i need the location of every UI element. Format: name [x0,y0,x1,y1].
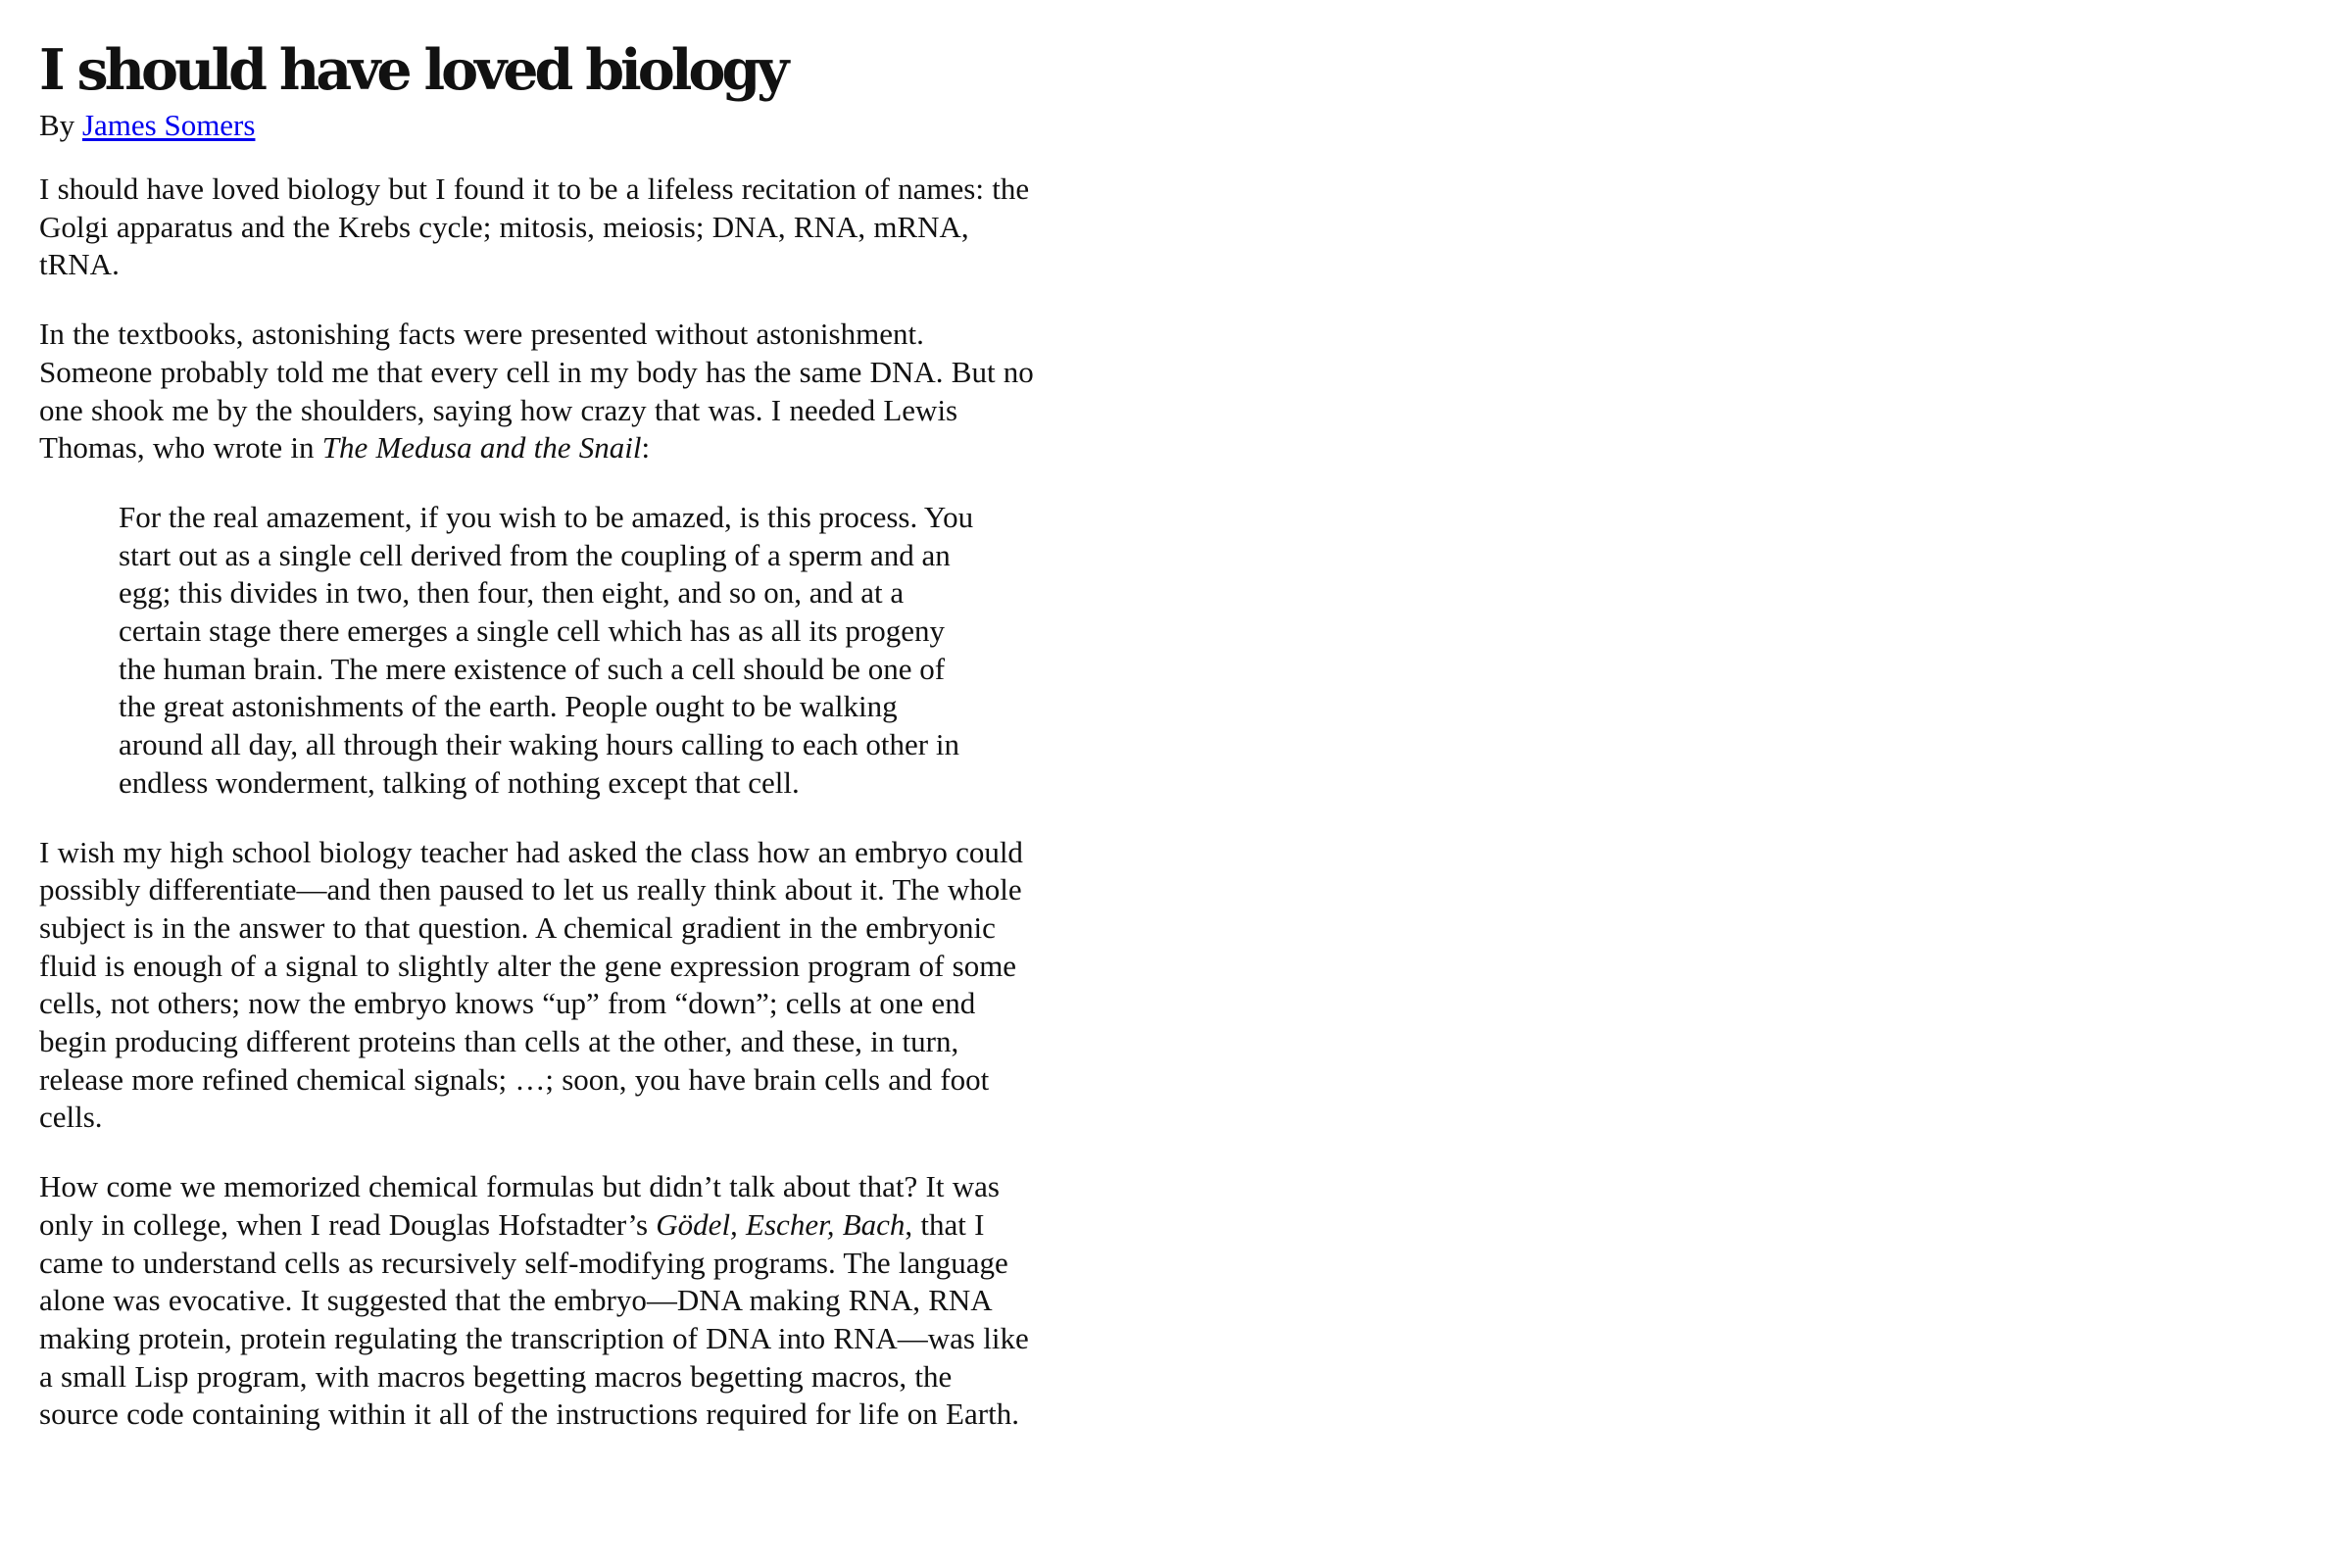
article-title: I should have loved biology [39,37,786,103]
paragraph-2 [39,316,1039,467]
paragraph-2-text: In the textbooks, astonishing facts were presented without astonishment. Someone probably told me that every cell in my body has the same DNA. But no one shook me by the shoulders, saying how crazy that was. I needed Lewis Thomas, who wrote in [39,317,1034,466]
paragraph-1: I should have loved biology but I found it to be a lifeless recitation of names: the Golgi apparatus and the Krebs cycle; mitosis, meiosis; DNA, RNA, mRNA, tRNA. [39,172,1030,282]
author-link[interactable]: James Somers [81,108,256,142]
paragraph-2-end: : [641,430,651,466]
paragraph-4 [39,1168,1039,1434]
paragraph-4-rest: , that I came to understand cells as recursively self-modifying programs. The language alone was evocative. It suggested that the embryo—DNA making RNA, RNA making protein, protein regulating the transcription of DNA into RNA—was like a small Lisp program, with macros begetting macros begetting macros, the source code containing within it all of the instructions required for life on Earth. [39,1206,1029,1432]
article [39,35,1039,1465]
book-title-geb: Gödel, Escher, Bach [656,1206,906,1242]
byline [39,106,1039,145]
byline-prefix: By [39,108,82,142]
paragraph-3: I wish my high school biology teacher had asked the class how an embryo could possibly differentiate—and then paused to let us really think about it. The whole subject is in the answer to that question. A chemical gradient in the embryonic fluid is enough of a signal to slightly alter the gene expression program of some cells, not others; now the embryo knows “up” from “down”; cells at one end begin producing different proteins than cells at the other, and these, in turn, release more refined chemical signals; …; soon, you have brain cells and foot cells. [39,834,1023,1135]
block-quote: For the real amazement, if you wish to be amazed, is this process. You start out as a single cell derived from the coupling of a sperm and an egg; this divides in two, then four, then eight, and so on, and at a certain stage there emerges a single cell which has as all its progeny the human brain. The mere existence of such a cell should be one of the great astonishments of the earth. People ought to be walking around all day, all through their waking hours calling to each other in endless wonderment, talking of nothing except that cell. [119,499,974,800]
book-title-medusa: The Medusa and the Snail [321,430,642,466]
paragraph-4-text: How come we memorized chemical formulas but didn’t talk about that? It was only in college, when I read Douglas Hofstadter’s [39,1169,1000,1242]
